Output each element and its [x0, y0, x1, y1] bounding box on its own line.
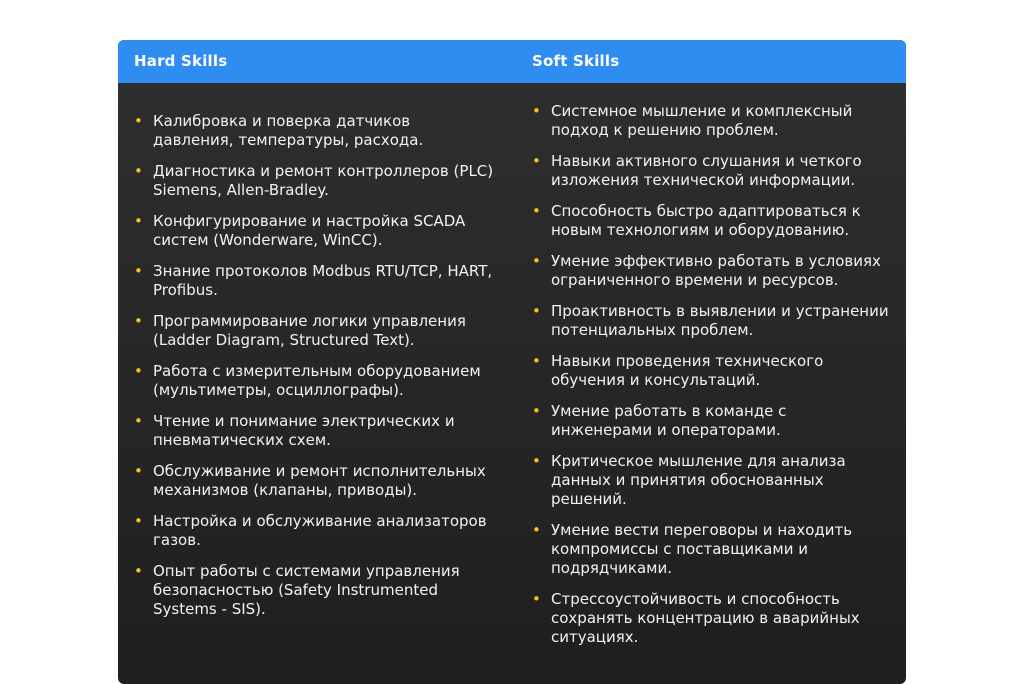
- bullet-icon: •: [134, 562, 143, 580]
- soft-skill-item-text: Критическое мышление для анализа данных и принятия обоснованных решений.: [551, 452, 846, 508]
- skills-table: [118, 40, 906, 684]
- soft-skill-item-text: Умение вести переговоры и находить компромиссы с поставщиками и подрядчиками.: [551, 521, 853, 577]
- soft-skill-item: [532, 252, 892, 290]
- soft-skill-item-text: Проактивность в выявлении и устранении потенциальных проблем.: [551, 302, 889, 339]
- hard-skill-item-text: Калибровка и поверка датчиков давления, температуры, расхода.: [153, 112, 424, 149]
- hard-skill-item: [134, 212, 494, 250]
- soft-skills-list: [532, 102, 892, 659]
- hard-skill-item-text: Обслуживание и ремонт исполнительных механизмов (клапаны, приводы).: [153, 462, 486, 499]
- soft-skill-item-text: Навыки активного слушания и четкого изложения технической информации.: [551, 152, 862, 189]
- hard-skill-item-text: Работа с измерительным оборудованием (мультиметры, осциллографы).: [153, 362, 481, 399]
- bullet-icon: •: [134, 162, 143, 180]
- hard-skill-item-text: Программирование логики управления (Ladder Diagram, Structured Text).: [153, 312, 466, 349]
- hard-skill-item-text: Знание протоколов Modbus RTU/TCP, HART, Profibus.: [153, 262, 493, 299]
- soft-skill-item: [532, 452, 892, 509]
- hard-skill-item: [134, 112, 494, 150]
- bullet-icon: •: [532, 452, 541, 470]
- bullet-icon: •: [532, 521, 541, 539]
- hard-skill-item: [134, 312, 494, 350]
- soft-skill-item: [532, 152, 892, 190]
- soft-skill-item-text: Умение эффективно работать в условиях ограниченного времени и ресурсов.: [551, 252, 881, 289]
- bullet-icon: •: [532, 402, 541, 420]
- bullet-icon: •: [134, 412, 143, 430]
- hard-skill-item: [134, 462, 494, 500]
- bullet-icon: •: [532, 102, 541, 120]
- bullet-icon: •: [532, 202, 541, 220]
- bullet-icon: •: [532, 152, 541, 170]
- hard-skill-item: [134, 362, 494, 400]
- hard-skill-item-text: Опыт работы с системами управления безопасностью (Safety Instrumented Systems - SIS).: [153, 562, 460, 618]
- bullet-icon: •: [134, 312, 143, 330]
- soft-skill-item-text: Системное мышление и комплексный подход к решению проблем.: [551, 102, 853, 139]
- hard-skill-item-text: Конфигурирование и настройка SCADA систем (Wonderware, WinCC).: [153, 212, 466, 249]
- bullet-icon: •: [134, 512, 143, 530]
- soft-skill-item: [532, 590, 892, 647]
- bullet-icon: •: [532, 302, 541, 320]
- soft-skill-item: [532, 402, 892, 440]
- soft-skill-item-text: Умение работать в команде с инженерами и операторами.: [551, 402, 787, 439]
- soft-skill-item: [532, 521, 892, 578]
- hard-skills-list: [134, 112, 494, 631]
- soft-skill-item: [532, 202, 892, 240]
- soft-skills-heading: Soft Skills: [532, 52, 620, 70]
- soft-skill-item: [532, 302, 892, 340]
- soft-skill-item: [532, 102, 892, 140]
- soft-skill-item: [532, 352, 892, 390]
- hard-skill-item: [134, 162, 494, 200]
- soft-skill-item-text: Стрессоустойчивость и способность сохранять концентрацию в аварийных ситуациях.: [551, 590, 860, 646]
- hard-skill-item-text: Диагностика и ремонт контроллеров (PLC) Siemens, Allen-Bradley.: [153, 162, 494, 199]
- hard-skills-heading: Hard Skills: [134, 52, 228, 70]
- bullet-icon: •: [532, 590, 541, 608]
- bullet-icon: •: [532, 352, 541, 370]
- table-header: [118, 40, 906, 83]
- hard-skill-item: [134, 262, 494, 300]
- hard-skill-item-text: Настройка и обслуживание анализаторов газов.: [153, 512, 487, 549]
- hard-skill-item: [134, 562, 494, 619]
- bullet-icon: •: [134, 112, 143, 130]
- hard-skill-item: [134, 512, 494, 550]
- hard-skill-item: [134, 412, 494, 450]
- bullet-icon: •: [134, 212, 143, 230]
- bullet-icon: •: [134, 362, 143, 380]
- bullet-icon: •: [134, 462, 143, 480]
- soft-skill-item-text: Способность быстро адаптироваться к новым технологиям и оборудованию.: [551, 202, 861, 239]
- soft-skill-item-text: Навыки проведения технического обучения и консультаций.: [551, 352, 824, 389]
- bullet-icon: •: [532, 252, 541, 270]
- hard-skill-item-text: Чтение и понимание электрических и пневматических схем.: [153, 412, 455, 449]
- bullet-icon: •: [134, 262, 143, 280]
